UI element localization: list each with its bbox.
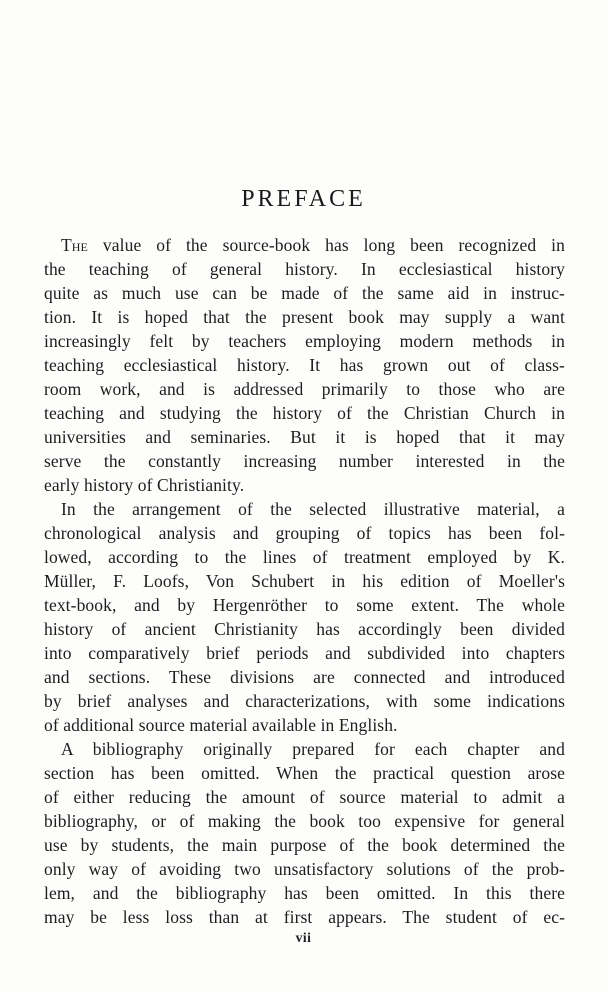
text-line: bibliography, or of making the book too expensive for general [44,811,565,831]
text-line: quite as much use can be made of the same aid in instruc- [44,283,565,303]
text-line: section has been omitted. When the practical question arose [44,763,565,783]
text-line: and sections. These divisions are connected and introduced [44,667,565,687]
lead-smallcaps: The [61,235,88,255]
text-line: by brief analyses and characterizations, with some indications [44,691,565,711]
text-line: the teaching of general history. In ecclesiastical history [44,259,565,279]
text-line: use by students, the main purpose of the book determined the [44,835,565,855]
text-line: tion. It is hoped that the present book may supply a want [44,307,565,327]
text-line: lem, and the bibliography has been omitted. In this there [44,883,565,903]
text-line: teaching ecclesiastical history. It has grown out of class- [44,355,565,375]
text-line: lowed, according to the lines of treatment employed by K. [44,547,565,567]
page-number: vii [295,930,312,945]
text-line: may be less loss than at first appears. The student of ec- [44,907,565,927]
text-line: Müller, F. Loofs, Von Schubert in his edition of Moeller's [44,571,565,591]
lead-rest: value of the source-book has long been recognized in [88,235,565,255]
text-line: increasingly felt by teachers employing modern methods in [44,331,565,351]
text-line [44,233,565,257]
text-line: A bibliography originally prepared for each chapter and [61,739,565,759]
text-line: early history of Christianity. [44,475,245,495]
page-title: PREFACE [241,186,366,212]
text-line: In the arrangement of the selected illustrative material, a [61,499,565,519]
text-line: only way of avoiding two unsatisfactory solutions of the prob- [44,859,565,879]
text-line: room work, and is addressed primarily to those who are [44,379,565,399]
text-line: chronological analysis and grouping of topics has been fol- [44,523,565,543]
text-line: serve the constantly increasing number interested in the [44,451,565,471]
text-line: into comparatively brief periods and subdivided into chapters [44,643,565,663]
text-line: history of ancient Christianity has accordingly been divided [44,619,565,639]
preface-text [44,233,565,929]
text-line: teaching and studying the history of the Christian Church in [44,403,565,423]
text-line: universities and seminaries. But it is hoped that it may [44,427,565,447]
text-line: of additional source material available in English. [44,715,398,735]
text-line: text-book, and by Hergenröther to some extent. The whole [44,595,565,615]
text-line: of either reducing the amount of source material to admit a [44,787,565,807]
